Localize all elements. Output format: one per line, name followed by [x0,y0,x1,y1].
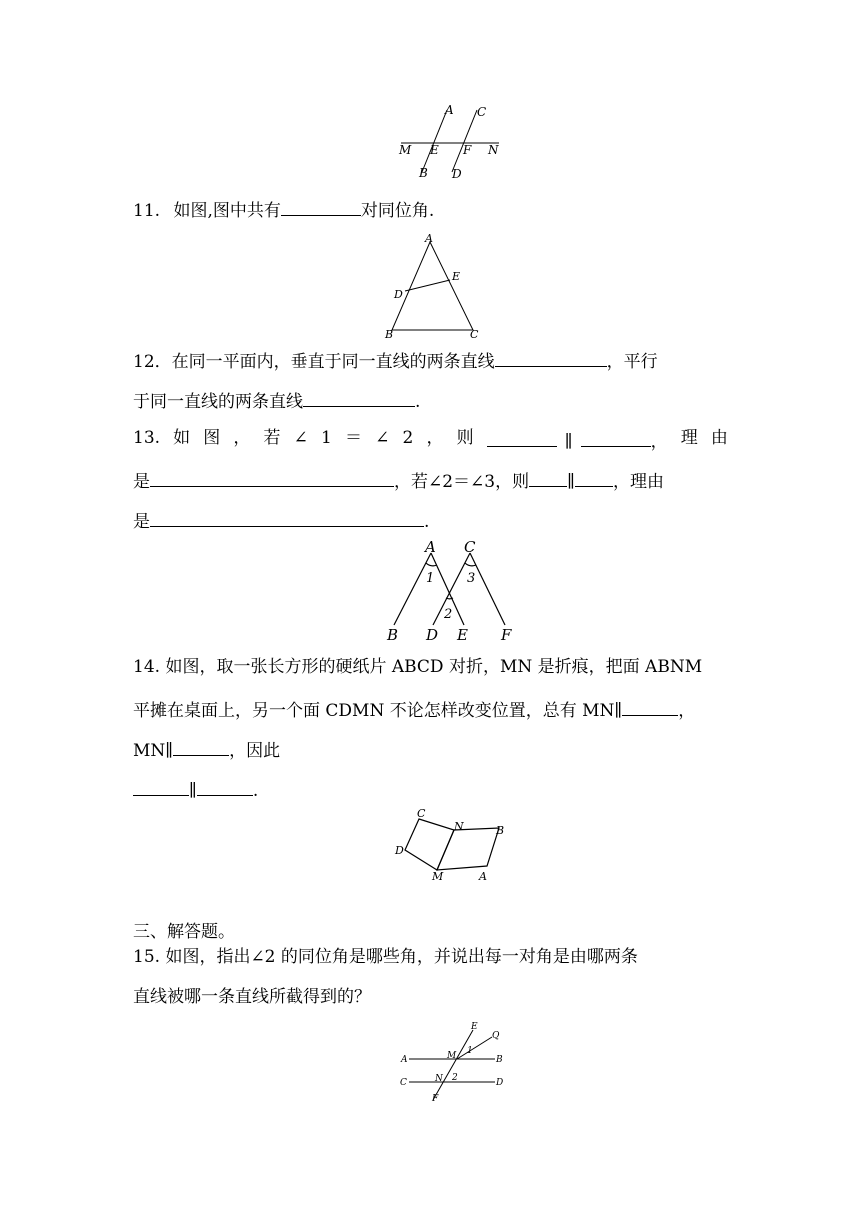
label-b: B [419,166,428,180]
q13-comma: ， [650,432,668,452]
q13-text-reason: ，理由 [612,472,664,492]
q14-text-5: ，因此 [229,741,281,761]
q13-token: ＝ [345,428,362,448]
label-angle-1: 1 [467,1046,473,1056]
label-a: A [401,1055,408,1065]
q13-reason-token: 由 [710,428,728,448]
label-m: M [447,1051,457,1061]
q14-text-3: ， [678,701,696,721]
label-b: B [496,824,505,837]
angle-arc-2 [446,598,453,599]
line-cf [470,553,505,625]
q13-text-mid: ，若∠2＝∠3，则 [394,472,530,492]
label-n: N [488,143,499,157]
q11-text-post: 对同位角. [360,201,435,221]
q13-token: 2 [402,428,414,448]
question-14-line3 [133,739,280,760]
line-ab [422,110,447,172]
label-d: D [394,288,403,301]
q13-reason-token: 理 [680,428,698,448]
label-f: F [463,143,472,157]
q13-parallel-sign: ∥ [564,432,573,452]
q13-answer-blank-4[interactable] [529,470,567,487]
q13-answer-blank-1[interactable] [487,430,557,447]
label-a: A [425,538,436,556]
q14-answer-blank-4[interactable] [197,779,253,796]
q13-token: ∠ [375,428,390,448]
q13-text-shi-2: 是 [133,512,150,532]
label-angle-2: 2 [444,607,453,622]
q12-answer-blank-1[interactable] [495,350,607,367]
q14-answer-blank-2[interactable] [173,739,229,756]
figure-q15 [395,1020,515,1102]
q11-text-pre: 如图,图中共有 [173,201,281,221]
label-e: E [457,626,468,644]
line-ef [433,1030,473,1100]
triangle-abc [392,242,473,330]
section-3-title [133,924,235,941]
label-angle-1: 1 [426,571,435,586]
figure-q14 [391,806,521,886]
q13-answer-blank-6[interactable] [150,510,424,527]
label-c: C [400,1078,407,1088]
question-12-line1 [133,350,658,371]
label-q: Q [492,1031,500,1041]
q12-answer-blank-2[interactable] [303,390,415,407]
question-14-line2 [133,699,695,720]
label-m: M [399,143,412,157]
label-d: D [426,626,439,644]
q13-token: 如 [173,428,191,448]
label-a: A [425,232,433,245]
q14-parallel-sign: ∥ [189,781,197,801]
question-14-line4 [133,779,258,800]
q13-token: 则 [456,428,474,448]
label-d: D [395,844,404,857]
q13-answer-blank-2[interactable] [581,430,651,447]
q11-answer-blank[interactable] [281,199,361,216]
label-m: M [432,870,444,883]
q15-text-1: 15. 如图，指出∠2 的同位角是哪些角，并说出每一对角是由哪两条 [133,947,638,967]
q12-text-4: . [415,392,421,412]
label-n: N [435,1074,443,1084]
q13-token: ∠ [293,428,308,448]
q13-token: 1 [321,428,332,448]
label-b: B [387,626,399,644]
label-e: E [452,270,461,283]
q14-answer-blank-1[interactable] [622,699,678,716]
question-14-line1 [133,659,702,676]
q13-token: ， [233,428,251,448]
label-f: F [501,626,512,644]
label-c: C [470,328,479,341]
face-abnm [437,828,499,870]
q14-text-end: . [252,781,259,801]
q12-text-1: 12．在同一平面内，垂直于同一直线的两条直线 [133,352,495,372]
q14-text-2: 平摊在桌面上，另一个面 CDMN 不论怎样改变位置，总有 MN∥ [133,701,623,721]
label-e: E [471,1022,478,1032]
q14-text-4: MN∥ [133,741,174,761]
question-13-line3 [133,510,429,531]
label-n: N [454,820,464,833]
question-12-line2 [133,390,420,411]
q13-parallel-sign-2: ∥ [567,472,575,492]
angle-arc-3 [465,563,476,566]
q15-text-2: 直线被哪一条直线所截得到的？ [133,987,371,1007]
question-15-line2 [133,989,371,1006]
face-cdmn [405,819,454,870]
question-15-line1 [133,949,638,966]
line-ab [394,553,431,625]
question-13-line1 [133,430,728,451]
label-angle-3: 3 [467,571,476,586]
figure-q13 [382,538,522,644]
q12-text-3: 于同一直线的两条直线 [133,392,303,412]
q13-answer-blank-3[interactable] [150,470,394,487]
q13-text-shi: 是 [133,472,150,492]
label-d: D [452,167,462,181]
q12-text-2: ，平行 [606,352,658,372]
q11-number: 11. [133,201,161,221]
line-cd [452,110,477,172]
q14-text-1: 14. 如图，取一张长方形的硬纸片 ABCD 对折，MN 是折痕，把面 ABNM [133,657,703,677]
label-f: F [432,1094,439,1104]
label-angle-2: 2 [452,1073,458,1083]
label-c: C [464,538,476,556]
figure-q11 [383,232,493,342]
label-e: E [430,143,439,157]
q13-answer-blank-5[interactable] [575,470,613,487]
q13-token: 13. [133,428,161,448]
label-a: A [445,103,454,117]
question-11 [133,199,434,220]
label-a: A [479,870,487,883]
figure-q10 [395,100,515,185]
q13-token: ， [426,428,444,448]
q13-text-end: . [424,512,430,532]
q13-token: 若 [263,428,281,448]
label-c: C [417,807,426,820]
label-c: C [477,105,487,119]
label-b: B [385,328,394,341]
q14-answer-blank-3[interactable] [133,779,189,796]
label-d: D [496,1078,504,1088]
question-13-line2 [133,470,664,491]
section-3-text: 三、解答题。 [133,922,235,942]
q13-token: 图 [203,428,221,448]
label-b: B [496,1055,503,1065]
